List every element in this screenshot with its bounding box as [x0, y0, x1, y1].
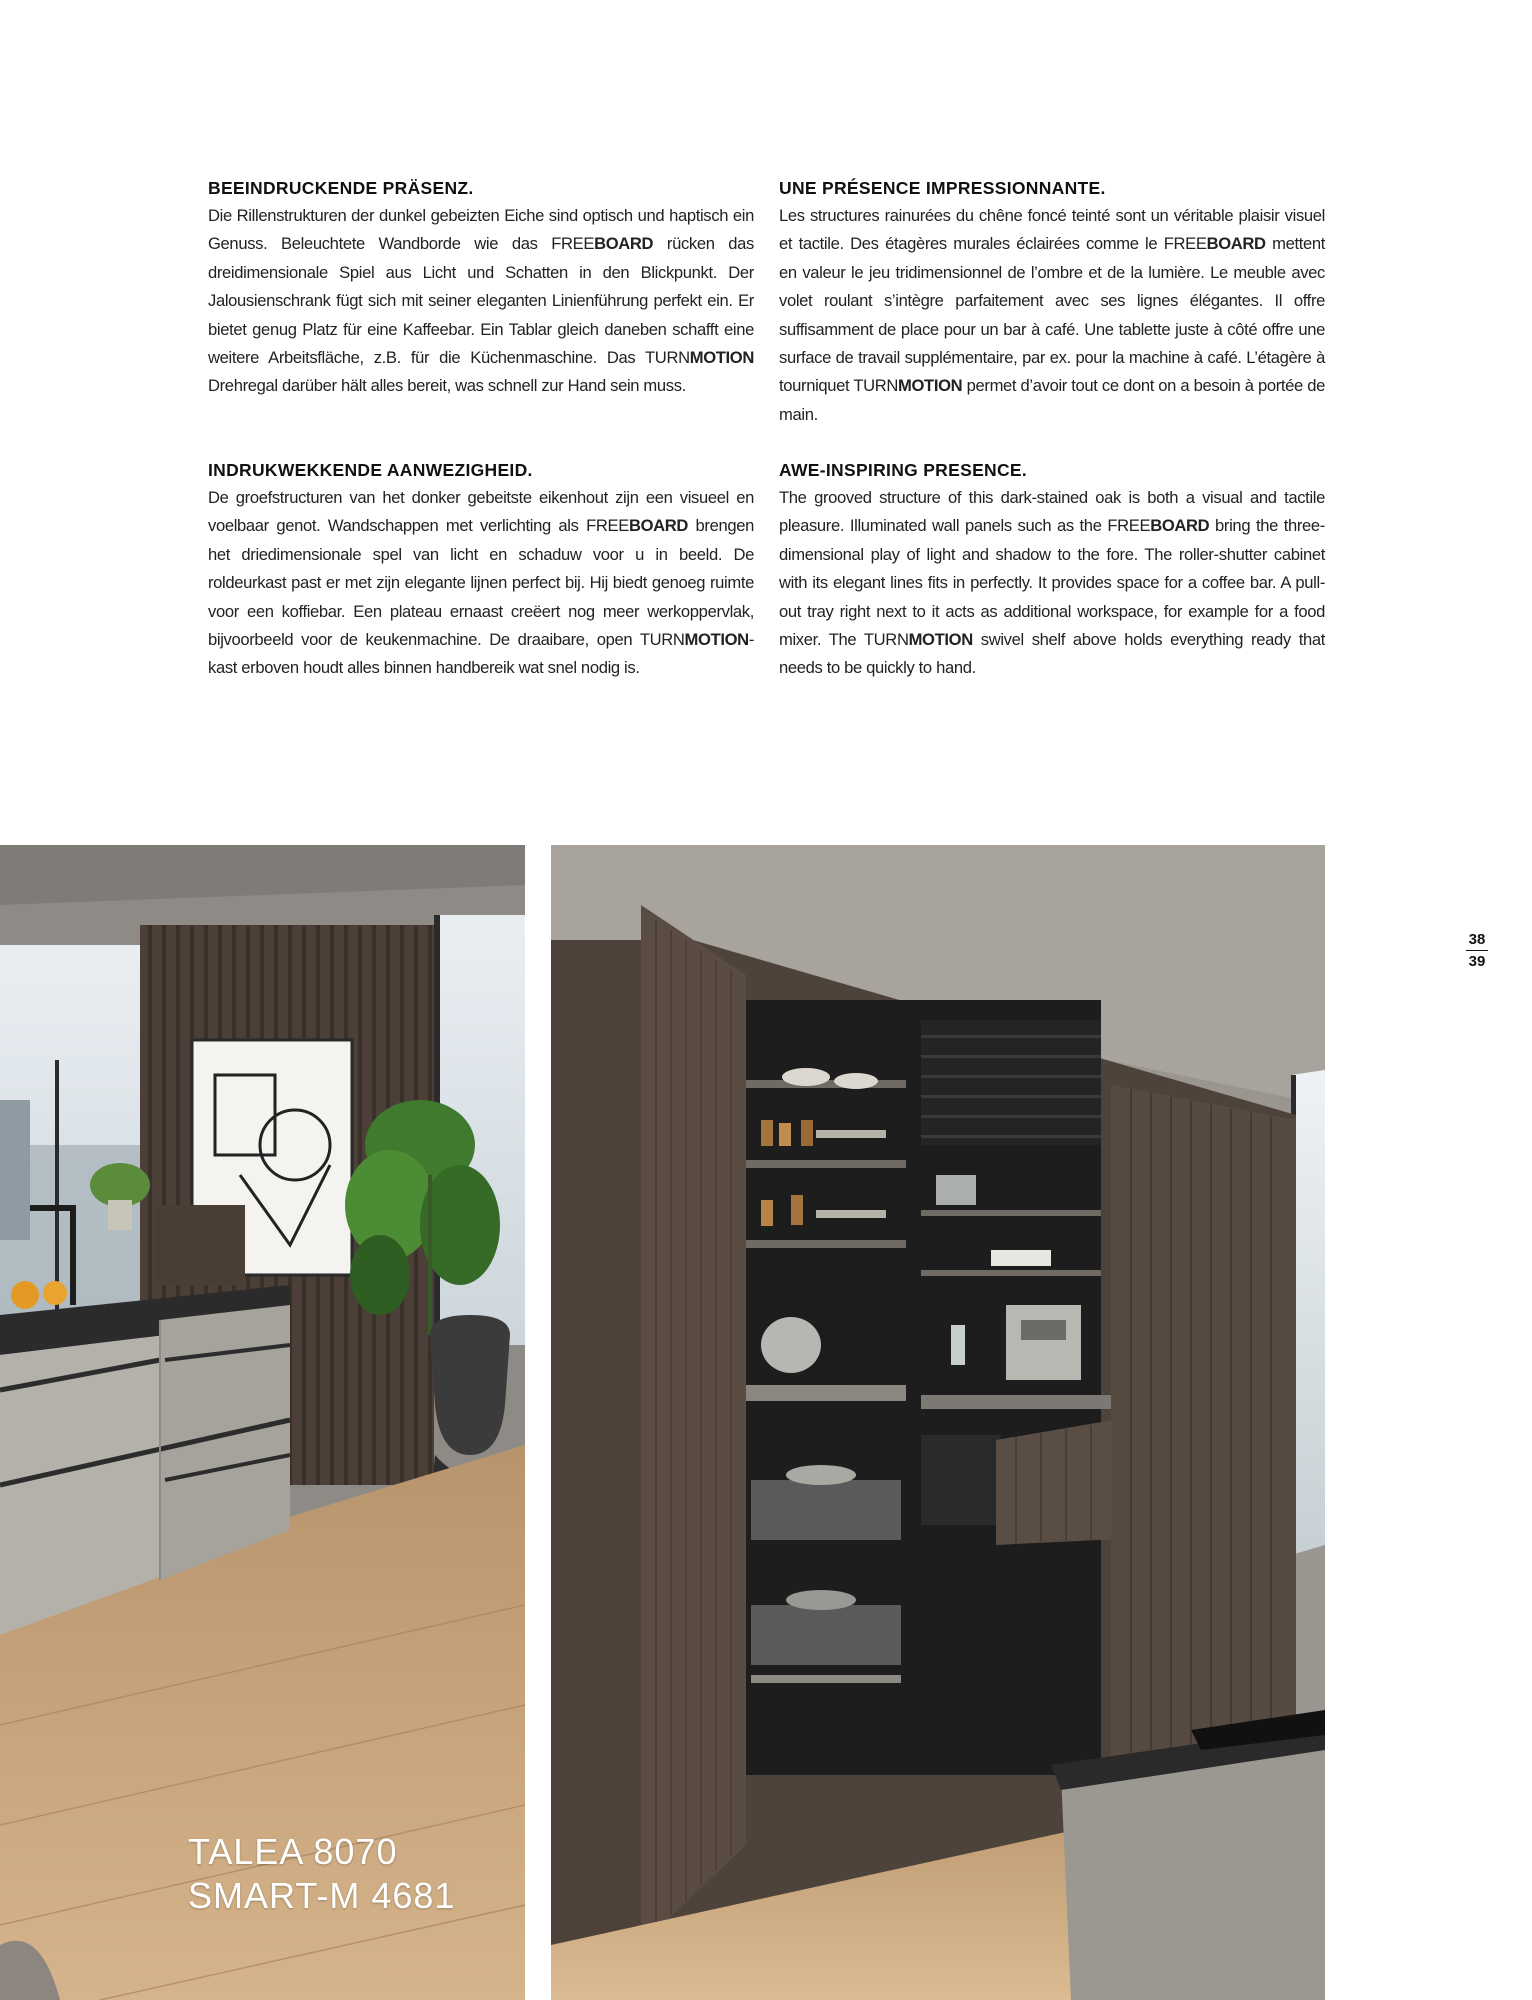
text-block-french [779, 176, 1325, 429]
kitchen-island-illustration [0, 845, 525, 2000]
page-number-right: 39 [1468, 953, 1486, 970]
page-number-divider [1466, 950, 1488, 951]
heading-english: AWE-INSPIRING PRESENCE. [779, 460, 1028, 480]
caption-line-1: TALEA 8070 [188, 1831, 398, 1872]
caption-line-2: SMART-M 4681 [188, 1875, 456, 1916]
paragraph-french: Les structures rainurées du chêne foncé teinté sont un véritable plaisir visuel et tactile. Des étagères murales éclairées comme le FREEBOARD mettent en valeur le jeu tridimensionnel de l’ombre et de la lumière. Le meuble avec volet roulant s’intègre parfaitement avec ses lignes élégantes. Il offre suffisamment de place pour un bar à café. Une tablette juste à côté offre une surface de travail supplémentaire, par ex. pour la machine à café. L’étagère à tourniquet TURNMOTION permet d’avoir tout ce dont on a besoin à portée de main. [779, 206, 1325, 424]
tall-cabinet-illustration [551, 845, 1325, 2000]
kitchen-island-photo [0, 845, 525, 2000]
heading-french: UNE PRÉSENCE IMPRESSIONNANTE. [779, 178, 1106, 198]
paragraph-german: Die Rillenstrukturen der dunkel gebeizten Eiche sind optisch und haptisch ein Genuss. Beleuchtete Wandborde wie das FREEBOARD rücken das dreidimensionale Spiel aus Licht und Schatten in den Blickpunkt. Der Jalousienschrank fügt sich mit seiner eleganten Linienführung perfekt ein. Er bietet genug Platz für eine Kaffeebar. Ein Tablar gleich daneben schafft eine weitere Arbeitsfläche, z.B. für die Küchenmaschine. Das TURNMOTION Drehregal darüber hält alles bereit, was schnell zur Hand sein muss. [208, 206, 755, 396]
heading-dutch: INDRUKWEKKENDE AANWEZIGHEID. [208, 460, 533, 480]
tall-cabinet-photo [551, 845, 1325, 2000]
paragraph-dutch: De groefstructuren van het donker gebeitste eikenhout zijn een visueel en voelbaar genot. Wandschappen met verlichting als FREEBOARD brengen het driedimensionale spel van licht en schaduw voor u in beeld. De roldeurkast past er met zijn elegante lijnen perfect bij. Hij biedt genoeg ruimte voor een koffiebar. Een plateau ernaast creëert nog meer werkoppervlak, bijvoorbeeld voor de keukenmachine. De draaibare, open TURNMOTION-kast erboven houdt alles binnen handbereik wat snel nodig is. [208, 488, 754, 678]
page-number-left: 38 [1468, 931, 1486, 948]
text-block-english [779, 458, 1325, 683]
heading-german: BEEINDRUCKENDE PRÄSENZ. [208, 178, 474, 198]
roller-shutter [921, 1020, 1101, 1145]
text-block-dutch [208, 458, 754, 683]
paragraph-english: The grooved structure of this dark-stained oak is both a visual and tactile pleasure. Illuminated wall panels such as the FREEBOARD bring the three-dimensional play of light and shadow to the fore. The roller-shutter cabinet with its elegant lines fits in perfectly. It provides space for a coffee bar. A pull-out tray right next to it acts as additional workspace, for example for a food mixer. The TURNMOTION swivel shelf above holds everything ready that needs to be quickly to hand. [779, 488, 1325, 678]
open-door-left [641, 905, 746, 1945]
model-caption [188, 1830, 455, 1918]
text-block-german [208, 176, 754, 401]
page-numbers [1462, 930, 1492, 971]
